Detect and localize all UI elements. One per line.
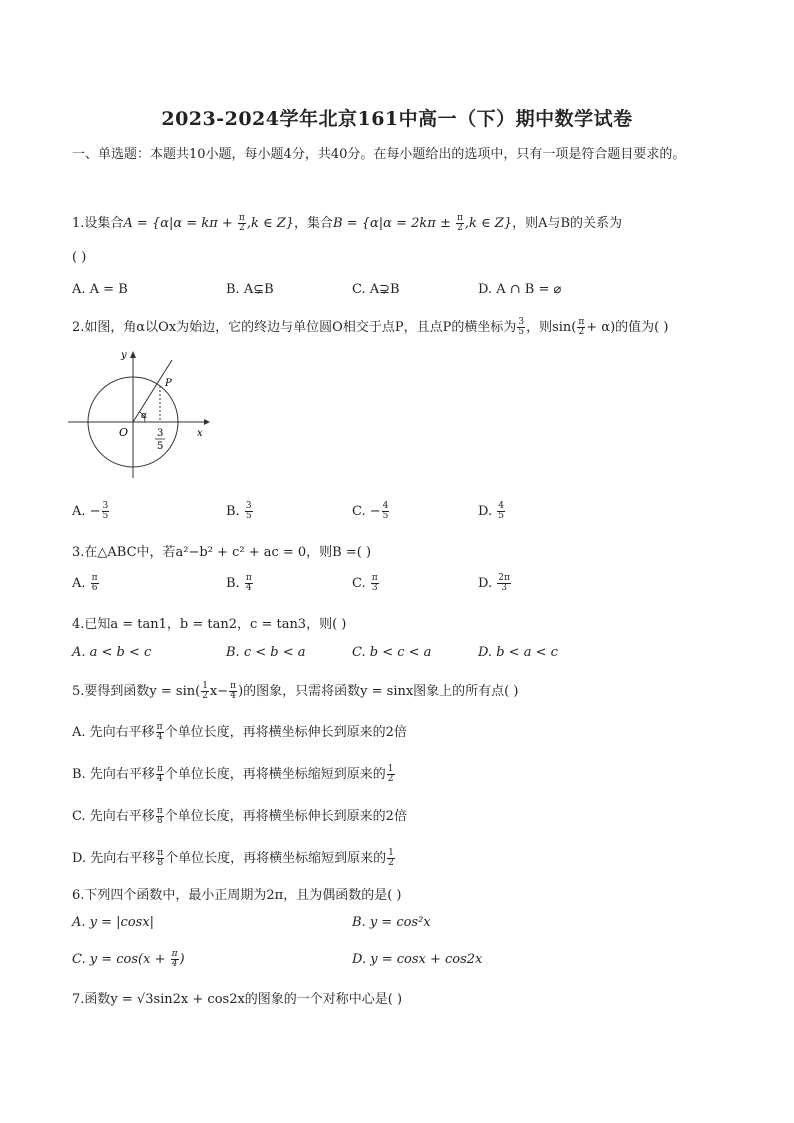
question-2-stem <box>72 316 668 337</box>
q1-set-a: A = {α|α = kπ + <box>123 216 237 231</box>
q2-option-c: C. − $\frac{4}{5}$ <box>352 501 389 521</box>
fig-x-label: x <box>197 428 203 439</box>
question-5-stem: 5.要得到函数y = sin( $\frac{1}{2}$ x− $\frac{\pi}{4}$ )的图象，只需将函数y = sinx图象上的所有点( ) <box>72 681 519 701</box>
fig-frac-den: 5 <box>157 441 164 452</box>
q4-option-a: A. a < b < c <box>72 645 152 660</box>
fig-origin-label: O <box>119 426 129 439</box>
q2-text-b: ，则sin( <box>526 320 577 335</box>
q6-option-b: B. y = cos²x <box>352 915 431 930</box>
q1-option-b: B. A⊊B <box>226 282 274 297</box>
q1-text-tail: ，则A与B的关系为 <box>512 216 623 231</box>
q3-option-d: D. $\frac{2\pi}{3}$ <box>478 573 510 593</box>
question-3-stem: 3.在△ABC中，若a²−b² + c² + ac = 0，则B =( ) <box>72 545 372 560</box>
fig-y-label: y <box>121 350 127 361</box>
q2-text-a: 2.如图，角α以Ox为始边，它的终边与单位圆O相交于点P，且点P的横坐标为 <box>72 320 517 335</box>
q5-option-b: B. 先向右平移 $\frac{\pi}{4}$ 个单位长度，再将横坐标缩短到原来的 $\frac{1}{2}$ <box>72 764 394 784</box>
q1-set-b-tail: ,k ∈ Z} <box>464 216 513 231</box>
q5-option-d: D. 先向右平移 $\frac{\pi}{8}$ 个单位长度，再将横坐标缩短到原来的 $\frac{1}{2}$ <box>72 848 394 868</box>
q2-option-a: A. − $\frac{3}{5}$ <box>72 501 109 521</box>
unit-circle-figure <box>66 346 216 486</box>
fig-frac-num: 3 <box>157 428 164 439</box>
page-title: 2023-2024学年北京161中高一（下）期中数学试卷 <box>161 108 633 130</box>
q6-option-a: A. y = |cosx| <box>72 915 155 930</box>
section-heading: 一、单选题：本题共10小题，每小题4分，共40分。在每小题给出的选项中，只有一项是符合题目要求的。 <box>72 147 686 162</box>
q1-set-a-tail: ,k ∈ Z} <box>246 216 295 231</box>
q3-option-b: B. $\frac{\pi}{4}$ <box>226 573 252 593</box>
question-4-stem: 4.已知a = tan1，b = tan2，c = tan3，则( ) <box>72 617 347 632</box>
q4-option-b: B. c < b < a <box>226 645 306 660</box>
q1-option-a: A. A = B <box>72 282 128 297</box>
q1-frac-a: $\frac{\pi}{2}$ <box>238 213 245 233</box>
q6-option-d: D. y = cosx + cos2x <box>352 952 483 967</box>
q2-text-c: + α)的值为( ) <box>586 320 669 335</box>
question-7-stem: 7.函数y = √3sin2x + cos2x的图象的一个对称中心是( ) <box>72 992 403 1007</box>
q1-option-c: C. A⊋B <box>352 282 400 297</box>
q1-text-mid: ，集合 <box>294 216 334 231</box>
q5-option-a: A. 先向右平移 $\frac{\pi}{4}$ 个单位长度，再将横坐标伸长到原来的2倍 <box>72 722 407 742</box>
q1-set-b: B = {α|α = 2kπ ± <box>333 216 455 231</box>
question-6-stem: 6.下列四个函数中，最小正周期为2π，且为偶函数的是( ) <box>72 888 402 903</box>
q3-option-c: C. $\frac{\pi}{3}$ <box>352 573 378 593</box>
q4-option-d: D. b < a < c <box>478 645 558 660</box>
fig-alpha-label: α <box>141 411 148 421</box>
q1-frac-b: $\frac{\pi}{2}$ <box>456 213 463 233</box>
q2-option-b: B. $\frac{3}{5}$ <box>226 501 252 521</box>
q2-option-d: D. $\frac{4}{5}$ <box>478 501 504 521</box>
q6-option-c: C. y = cos(x + $\frac{\pi}{4}$ ) <box>72 949 185 969</box>
q5-option-c: C. 先向右平移 $\frac{\pi}{8}$ 个单位长度，再将横坐标伸长到原来的2倍 <box>72 806 407 826</box>
q4-option-c: C. b < c < a <box>352 645 432 660</box>
q2-frac-pi: $\frac{\pi}{2}$ <box>578 317 585 337</box>
fig-p-label: P <box>165 378 172 389</box>
q1-text-a: 1.设集合 <box>72 216 124 231</box>
q1-option-d: D. A ∩ B = ⌀ <box>478 282 562 297</box>
q3-option-a: A. $\frac{\pi}{6}$ <box>72 573 98 593</box>
q2-frac-x: $\frac{3}{5}$ <box>518 317 525 337</box>
q1-answer-paren: ( ) <box>72 250 87 265</box>
question-1-stem <box>72 212 622 233</box>
